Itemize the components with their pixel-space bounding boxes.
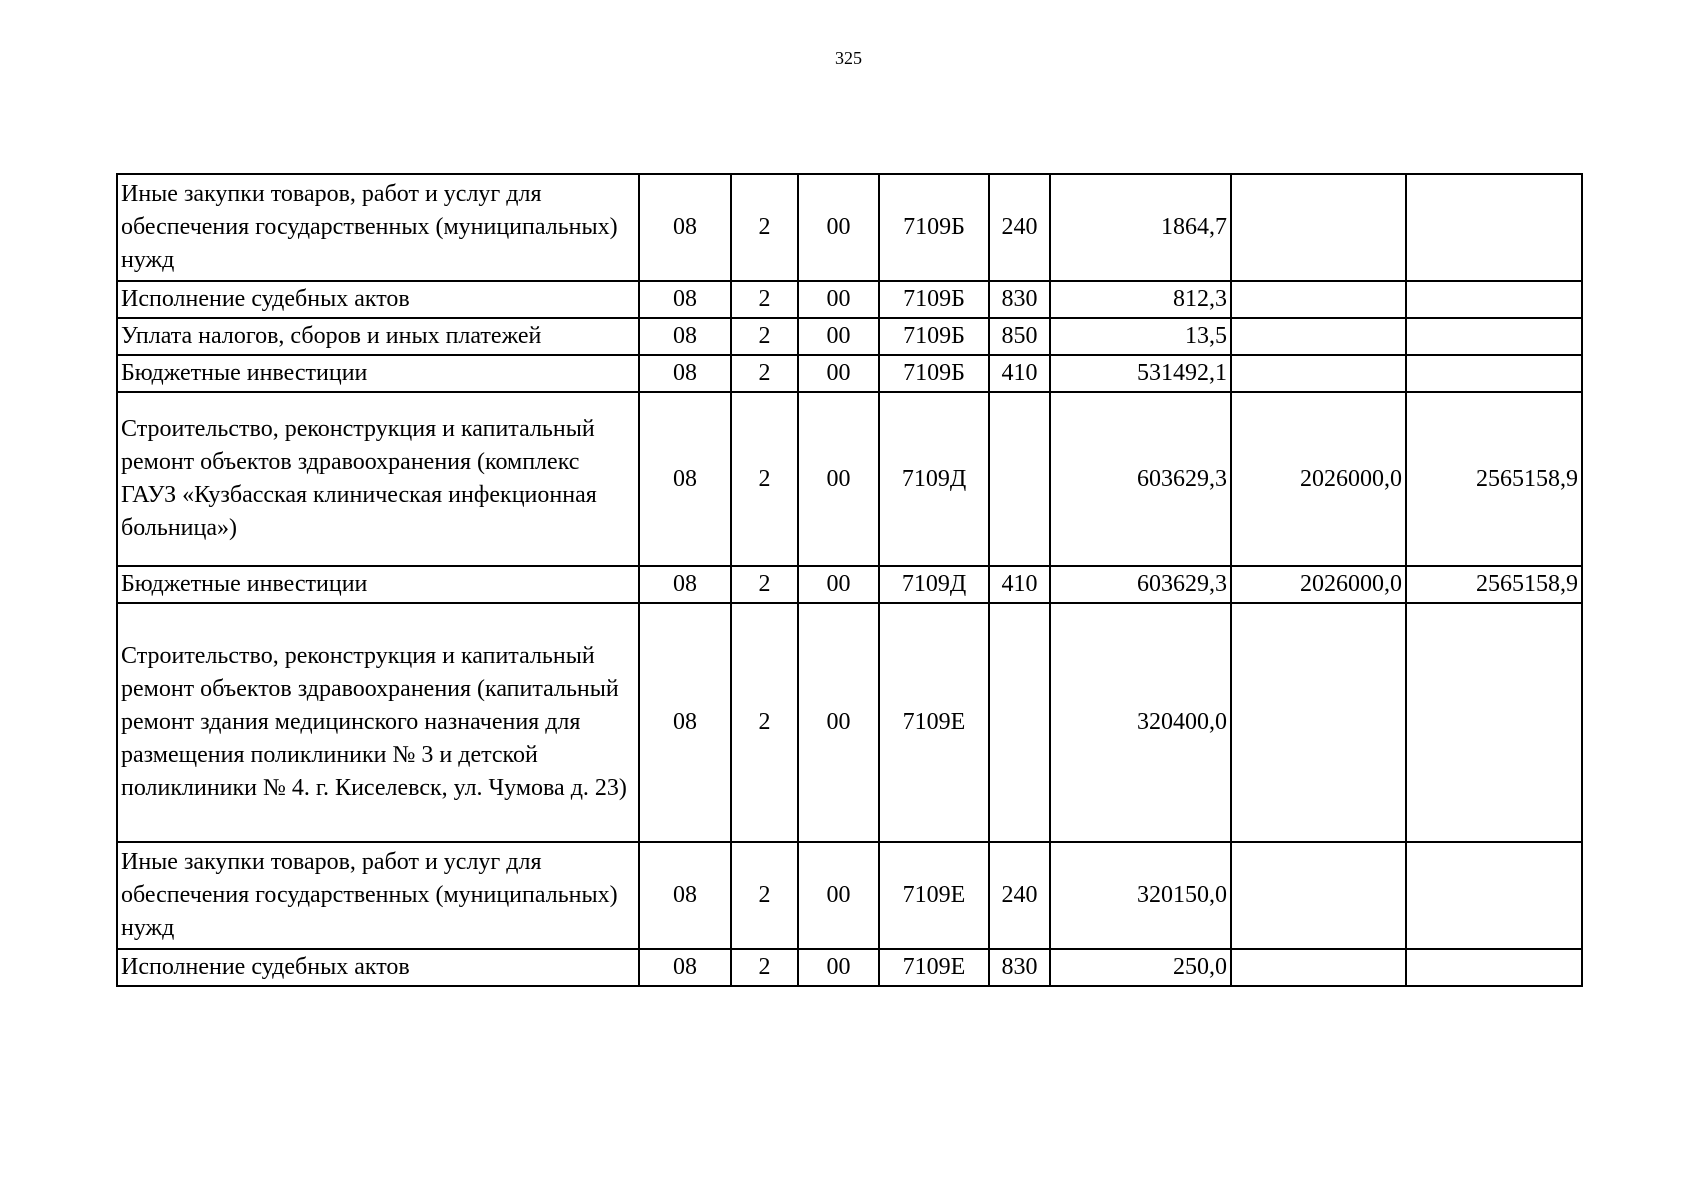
program-code: 2 <box>731 355 798 392</box>
sum-year-2 <box>1231 355 1406 392</box>
section-code: 08 <box>639 392 731 566</box>
section-code: 08 <box>639 949 731 986</box>
target-code: 7109Б <box>879 355 989 392</box>
sum-year-2 <box>1231 281 1406 318</box>
sum-year-3 <box>1406 949 1582 986</box>
program-code: 2 <box>731 281 798 318</box>
target-code: 7109Б <box>879 281 989 318</box>
sum-year-1: 603629,3 <box>1050 392 1231 566</box>
sum-year-2 <box>1231 174 1406 281</box>
sum-year-1: 320150,0 <box>1050 842 1231 949</box>
section-code: 08 <box>639 174 731 281</box>
sum-year-3: 2565158,9 <box>1406 392 1582 566</box>
sum-year-2 <box>1231 949 1406 986</box>
table-row <box>117 174 1582 281</box>
sum-year-1: 812,3 <box>1050 281 1231 318</box>
sum-year-3 <box>1406 318 1582 355</box>
sum-year-3 <box>1406 281 1582 318</box>
row-name: Иные закупки товаров, работ и услуг для обеспечения государственных (муниципальных) нужд <box>117 842 639 949</box>
table-row <box>117 281 1582 318</box>
row-name: Бюджетные инвестиции <box>117 355 639 392</box>
section-code: 08 <box>639 355 731 392</box>
section-code: 08 <box>639 566 731 603</box>
target-code: 7109Е <box>879 842 989 949</box>
row-name: Исполнение судебных актов <box>117 949 639 986</box>
row-name: Исполнение судебных актов <box>117 281 639 318</box>
section-code: 08 <box>639 842 731 949</box>
subprogram-code: 00 <box>798 566 879 603</box>
sum-year-2: 2026000,0 <box>1231 392 1406 566</box>
sum-year-2: 2026000,0 <box>1231 566 1406 603</box>
subprogram-code: 00 <box>798 281 879 318</box>
section-code: 08 <box>639 318 731 355</box>
program-code: 2 <box>731 603 798 842</box>
section-code: 08 <box>639 603 731 842</box>
sum-year-3: 2565158,9 <box>1406 566 1582 603</box>
program-code: 2 <box>731 949 798 986</box>
expense-type: 830 <box>989 949 1050 986</box>
row-name: Уплата налогов, сборов и иных платежей <box>117 318 639 355</box>
table-row <box>117 355 1582 392</box>
sum-year-2 <box>1231 603 1406 842</box>
sum-year-3 <box>1406 355 1582 392</box>
table-row <box>117 603 1582 842</box>
target-code: 7109Д <box>879 566 989 603</box>
row-name: Строительство, реконструкция и капитальный ремонт объектов здравоохранения (капитальный ремонт здания медицинского назначения для размещения поликлиники № 3 и детской поликлиники № 4. г. Киселевск, ул. Чумова д. 23) <box>117 603 639 842</box>
program-code: 2 <box>731 392 798 566</box>
sum-year-3 <box>1406 174 1582 281</box>
target-code: 7109Б <box>879 318 989 355</box>
subprogram-code: 00 <box>798 392 879 566</box>
target-code: 7109Е <box>879 603 989 842</box>
table-row <box>117 842 1582 949</box>
table-row <box>117 318 1582 355</box>
expense-type: 240 <box>989 842 1050 949</box>
program-code: 2 <box>731 318 798 355</box>
subprogram-code: 00 <box>798 603 879 842</box>
expense-type: 830 <box>989 281 1050 318</box>
row-name: Иные закупки товаров, работ и услуг для обеспечения государственных (муниципальных) нужд <box>117 174 639 281</box>
expense-type: 850 <box>989 318 1050 355</box>
target-code: 7109Е <box>879 949 989 986</box>
expense-type <box>989 392 1050 566</box>
expense-type: 410 <box>989 566 1050 603</box>
page-number: 325 <box>835 48 862 68</box>
program-code: 2 <box>731 842 798 949</box>
expense-type <box>989 603 1050 842</box>
sum-year-1: 250,0 <box>1050 949 1231 986</box>
sum-year-1: 603629,3 <box>1050 566 1231 603</box>
section-code: 08 <box>639 281 731 318</box>
program-code: 2 <box>731 174 798 281</box>
sum-year-2 <box>1231 842 1406 949</box>
sum-year-1: 13,5 <box>1050 318 1231 355</box>
subprogram-code: 00 <box>798 355 879 392</box>
row-name: Строительство, реконструкция и капитальный ремонт объектов здравоохранения (комплекс ГАУЗ «Кузбасская клиническая инфекционная больница») <box>117 392 639 566</box>
subprogram-code: 00 <box>798 174 879 281</box>
program-code: 2 <box>731 566 798 603</box>
table-row <box>117 392 1582 566</box>
sum-year-2 <box>1231 318 1406 355</box>
target-code: 7109Д <box>879 392 989 566</box>
subprogram-code: 00 <box>798 318 879 355</box>
subprogram-code: 00 <box>798 842 879 949</box>
sum-year-3 <box>1406 603 1582 842</box>
budget-table <box>116 173 1583 987</box>
table-row <box>117 949 1582 986</box>
sum-year-1: 1864,7 <box>1050 174 1231 281</box>
table-row <box>117 566 1582 603</box>
subprogram-code: 00 <box>798 949 879 986</box>
expense-type: 410 <box>989 355 1050 392</box>
target-code: 7109Б <box>879 174 989 281</box>
row-name: Бюджетные инвестиции <box>117 566 639 603</box>
sum-year-3 <box>1406 842 1582 949</box>
sum-year-1: 320400,0 <box>1050 603 1231 842</box>
expense-type: 240 <box>989 174 1050 281</box>
sum-year-1: 531492,1 <box>1050 355 1231 392</box>
